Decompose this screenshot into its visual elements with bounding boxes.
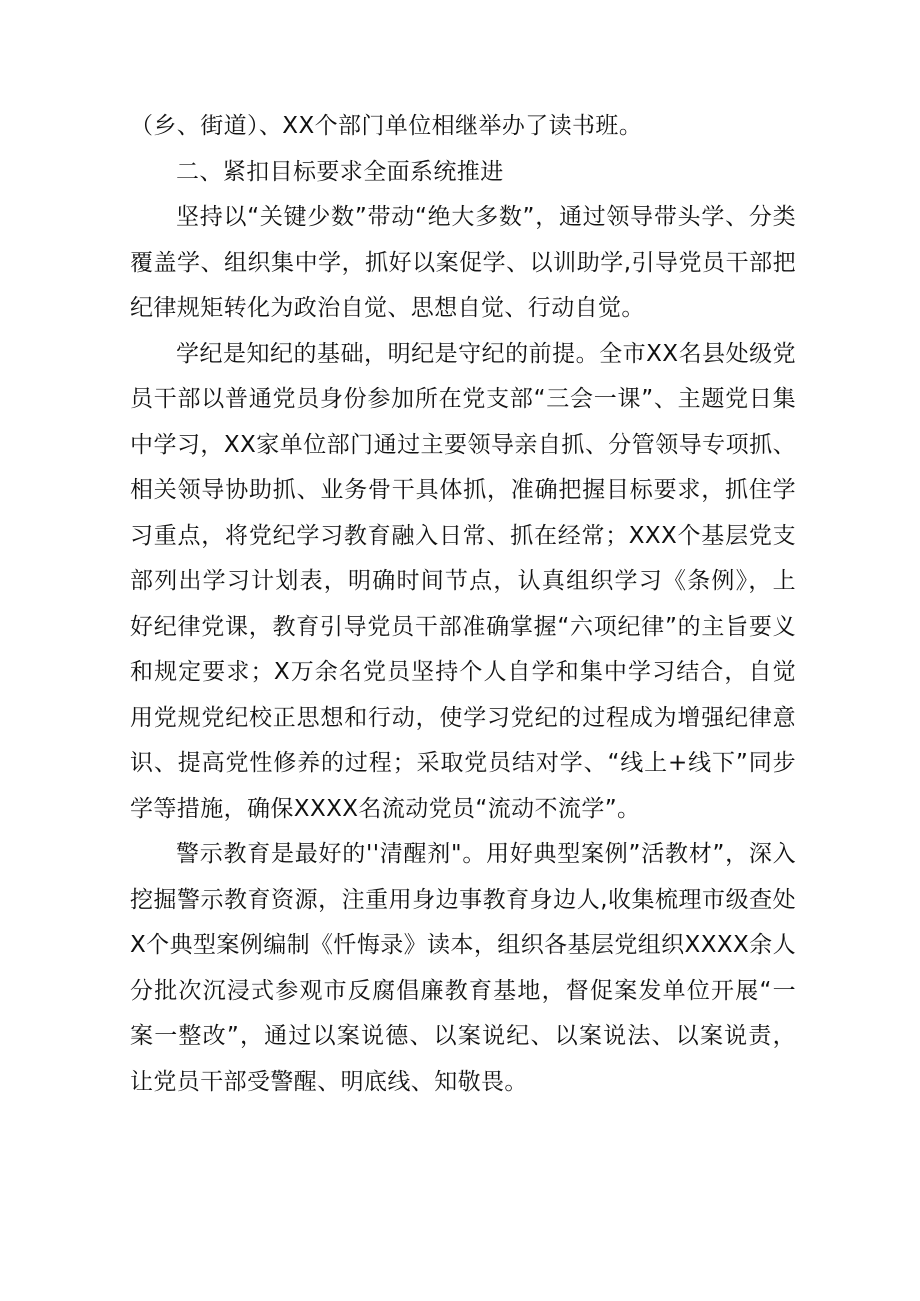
paragraph: 警示教育是最好的''清醒剂"。用好典型案例”活教材”，深入挖掘警示教育资源，注重用身边事教育身边人,收集梳理市级查处X个典型案例编制《忏悔录》读本，组织各基层党组织XXXX余人分批次沉浸式参观市反腐倡廉教育基地，督促案发单位开展“一案一整改”，通过以案说德、以案说纪、以案说法、以案说责，让党员干部受警醒、明底线、知敬畏。 bbox=[130, 841, 796, 1095]
paragraph: 坚持以“关键少数”带动“绝大多数”，通过领导带头学、分类覆盖学、组织集中学，抓好以案促学、以训助学,引导党员干部把纪律规矩转化为政治自觉、思想自觉、行动自觉。 bbox=[130, 204, 796, 321]
document-body bbox=[130, 104, 796, 1105]
section-heading: 二、紧扣目标要求全面系统推进 bbox=[176, 158, 504, 185]
paragraph-continuation: （乡、街道）、XX个部门单位相继举办了读书班。 bbox=[130, 113, 643, 139]
paragraph: 学纪是知纪的基础，明纪是守纪的前提。全市XX名县处级党员干部以普通党员身份参加所在党支部“三会一课”、主题党日集中学习，XX家单位部门通过主要领导亲自抓、分管领导专项抓、相关领导协助抓、业务骨干具体抓，准确把握目标要求，抓住学习重点，将党纪学习教育融入日常、抓在经常；XXX个基层党支部列出学习计划表，明确时间节点，认真组织学习《条例》，上好纪律党课，教育引导党员干部准确掌握“六项纪律”的主旨要义和规定要求；X万余名党员坚持个人自学和集中学习结合，自觉用党规党纪校正思想和行动，使学习党纪的过程成为增强纪律意识、提高党性修养的过程；采取党员结对学、“线上+线下”同步学等措施，确保XXXX名流动党员“流动不流学”。 bbox=[130, 340, 796, 822]
